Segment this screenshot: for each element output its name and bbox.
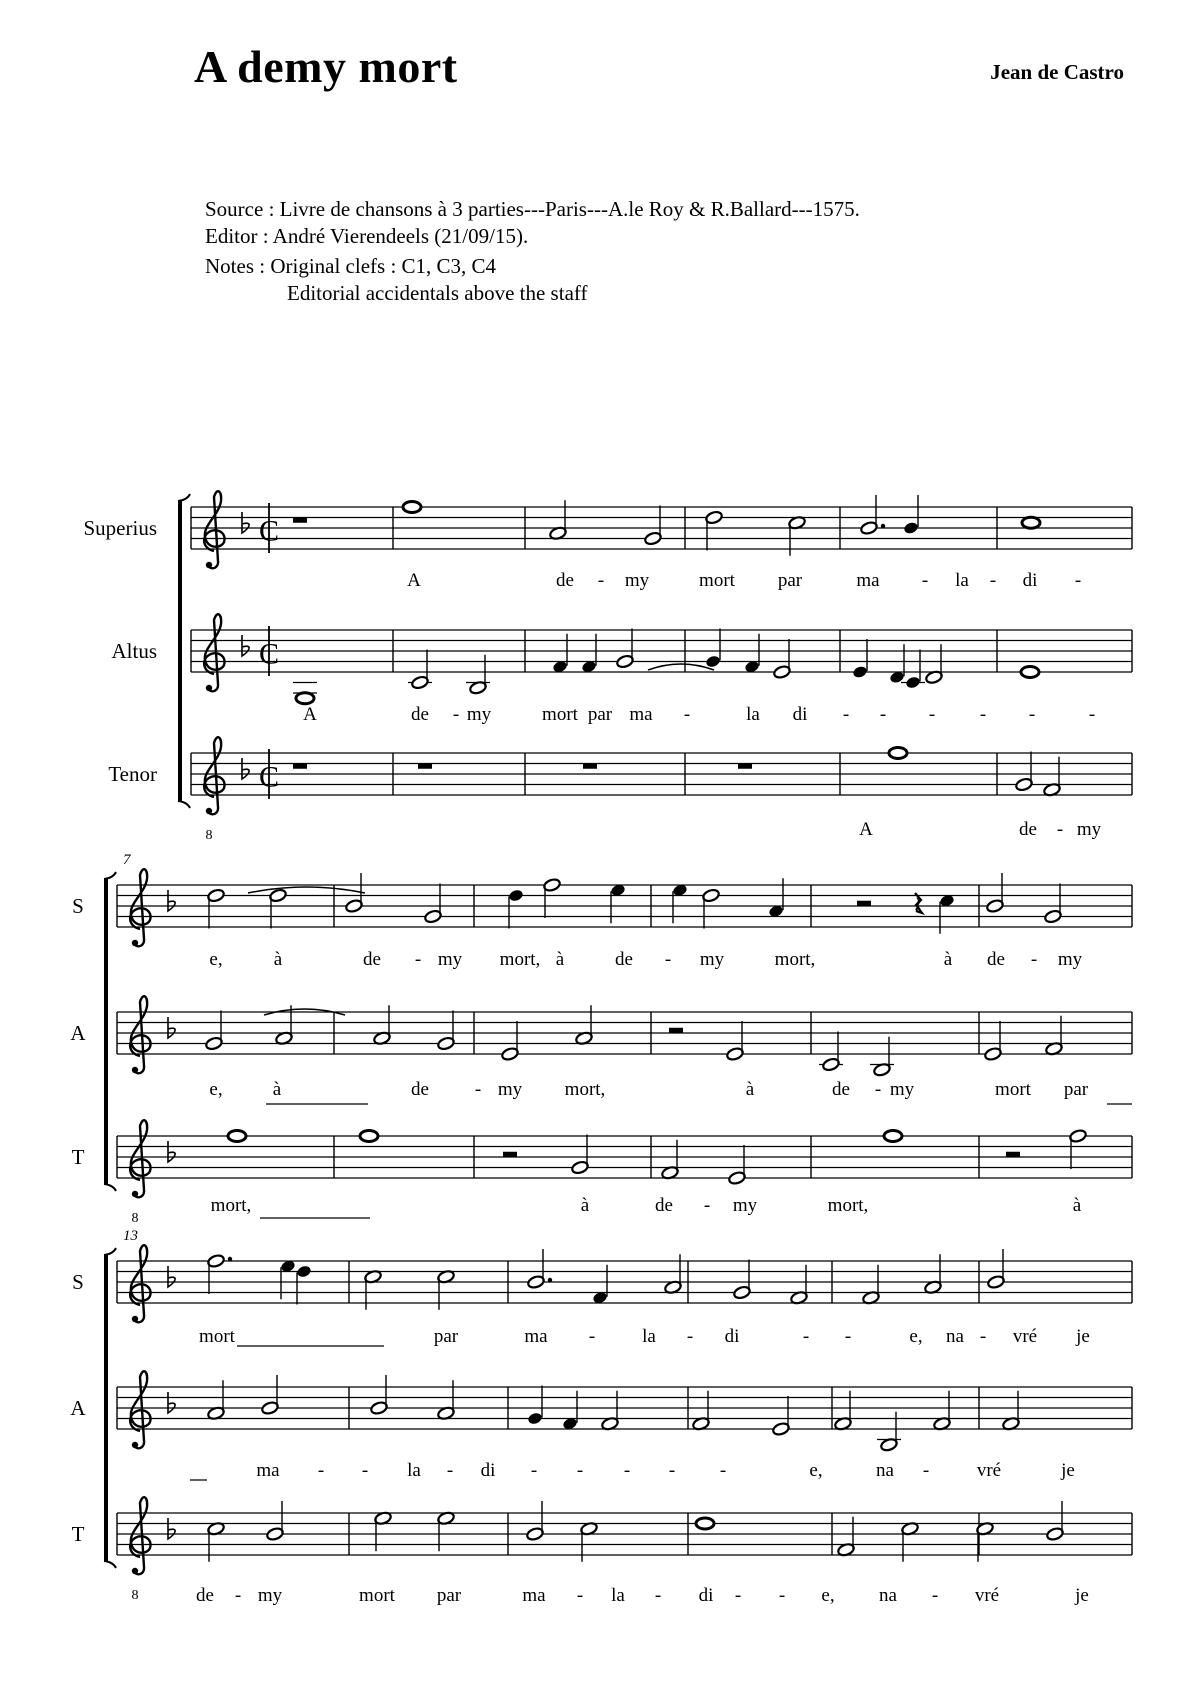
whole-note xyxy=(403,502,421,513)
lyric-syllable: vré xyxy=(974,1585,1000,1606)
whole-note xyxy=(228,1131,246,1142)
voice-label: S xyxy=(72,1270,84,1294)
lyric-syllable: à xyxy=(1072,1195,1082,1216)
lyric-syllable: de xyxy=(411,704,429,725)
lyric-syllable: - xyxy=(452,704,460,725)
lyric-syllable: - xyxy=(588,1326,596,1347)
tie xyxy=(248,887,365,893)
bracket-hook xyxy=(178,801,190,808)
editor-line: Editor : André Vierendeels (21/09/15). xyxy=(205,224,529,248)
lyric-syllable: vré xyxy=(976,1460,1002,1481)
augmentation-dot xyxy=(548,1278,552,1282)
lyric-syllable: my xyxy=(624,570,650,591)
lyric-syllable: à xyxy=(943,949,953,970)
lyric-syllable: my xyxy=(1076,819,1102,840)
whole-rest xyxy=(583,764,597,769)
whole-note xyxy=(696,1518,714,1529)
clef-stroke xyxy=(130,1245,150,1322)
notehead xyxy=(903,521,919,535)
whole-note xyxy=(360,1131,378,1142)
quarter-note xyxy=(508,888,524,902)
lyric-syllable: - xyxy=(719,1460,727,1481)
whole-rest xyxy=(418,764,432,769)
lyric-syllable: my xyxy=(466,704,492,725)
lyric-syllable: ma xyxy=(629,704,653,725)
lyric-syllable: - xyxy=(668,1460,676,1481)
lyric-syllable: de xyxy=(411,1079,429,1100)
notehead xyxy=(1022,517,1040,528)
clef-dot xyxy=(206,562,212,568)
clef-stroke xyxy=(204,737,224,814)
notes-line-2: Editorial accidentals above the staff xyxy=(287,281,588,305)
lyric-syllable: de xyxy=(556,570,574,591)
lyric-syllable: - xyxy=(921,570,929,591)
lyric-syllable: - xyxy=(778,1585,786,1606)
flat-sign xyxy=(168,1266,175,1287)
lyric-syllable: mort, xyxy=(774,949,816,970)
lyric-syllable: - xyxy=(928,704,936,725)
lyric-syllable: A xyxy=(407,570,421,591)
lyric-syllable: di xyxy=(724,1326,740,1347)
treble-clef-icon xyxy=(130,996,150,1073)
lyric-syllable: par xyxy=(1063,1079,1089,1100)
clef-stroke xyxy=(130,869,150,946)
lyric-syllable: my xyxy=(889,1079,915,1100)
lyric-syllable: my xyxy=(732,1195,758,1216)
octave-mark: 8 xyxy=(131,1588,139,1603)
treble-clef-icon xyxy=(130,1120,150,1197)
clef-dot xyxy=(132,1442,138,1448)
flat-sign xyxy=(242,635,249,656)
lyric-syllable: - xyxy=(979,1326,987,1347)
clef-dot xyxy=(132,1191,138,1197)
lyric-syllable: de xyxy=(196,1585,214,1606)
voice-label: A xyxy=(70,1021,86,1045)
lyric-syllable: na xyxy=(946,1326,964,1347)
quarter-note xyxy=(852,665,868,679)
voice-label: Superius xyxy=(83,516,157,540)
lyric-syllable: - xyxy=(576,1460,584,1481)
flat-sign xyxy=(168,1141,175,1162)
quarter-note xyxy=(527,1411,543,1425)
lyric-syllable: - xyxy=(414,949,422,970)
lyric-syllable: - xyxy=(683,704,691,725)
quarter-note xyxy=(903,521,919,535)
lyric-syllable: - xyxy=(530,1460,538,1481)
lyric-syllable: à xyxy=(555,949,565,970)
piece-title: A demy mort xyxy=(194,41,458,92)
lyric-syllable: de xyxy=(832,1079,850,1100)
flat-sign xyxy=(168,890,175,911)
lyric-syllable: - xyxy=(654,1585,662,1606)
eighth-note xyxy=(905,675,921,689)
lyric-syllable: ma xyxy=(524,1326,548,1347)
bracket-hook xyxy=(178,494,190,501)
whole-rest xyxy=(293,518,307,523)
lyric-syllable: - xyxy=(1074,570,1082,591)
notehead xyxy=(696,1518,714,1529)
notehead xyxy=(884,1131,902,1142)
lyric-syllable: di xyxy=(480,1460,496,1481)
lyric-syllable: - xyxy=(1088,704,1096,725)
clef-stroke xyxy=(130,1497,150,1574)
half-rest xyxy=(1006,1152,1020,1157)
notehead xyxy=(403,502,421,513)
quarter-note xyxy=(705,654,721,668)
lyric-syllable: e, xyxy=(909,1326,923,1347)
lyric-syllable: - xyxy=(686,1326,694,1347)
lyric-syllable: de xyxy=(615,949,633,970)
whole-rest xyxy=(738,764,752,769)
lyric-syllable: je xyxy=(1075,1585,1089,1606)
treble-clef-icon xyxy=(130,1245,150,1322)
notehead xyxy=(228,1131,246,1142)
clef-dot xyxy=(132,1568,138,1574)
lyric-syllable: ma xyxy=(856,570,880,591)
lyric-syllable: mort, xyxy=(564,1079,606,1100)
lyric-syllable: na xyxy=(876,1460,894,1481)
flat-sign xyxy=(242,758,249,779)
flat-sign xyxy=(168,1017,175,1038)
voice-label: A xyxy=(70,1396,86,1420)
composer-name: Jean de Castro xyxy=(990,60,1124,84)
notehead xyxy=(508,888,524,902)
augmentation-dot xyxy=(228,1257,232,1261)
lyric-syllable: na xyxy=(879,1585,897,1606)
lyric-syllable: de xyxy=(655,1195,673,1216)
treble-clef-icon xyxy=(204,737,224,814)
notehead xyxy=(527,1411,543,1425)
notehead xyxy=(296,693,314,704)
notehead xyxy=(852,665,868,679)
voice-label: Tenor xyxy=(108,762,157,786)
eighth-note xyxy=(296,1264,312,1278)
lyric-syllable: - xyxy=(802,1326,810,1347)
lyric-syllable: par xyxy=(436,1585,462,1606)
lyric-syllable: e, xyxy=(821,1585,835,1606)
flat-sign xyxy=(242,512,249,533)
lyric-syllable: A xyxy=(859,819,873,840)
lyric-syllable: - xyxy=(922,1460,930,1481)
augmentation-dot xyxy=(881,524,885,528)
tie xyxy=(648,664,714,670)
treble-clef-icon xyxy=(204,614,224,691)
whole-note xyxy=(884,1131,902,1142)
lyric-syllable: à xyxy=(745,1079,755,1100)
whole-rest xyxy=(293,764,307,769)
lyric-syllable: la xyxy=(955,570,969,591)
clef-stroke xyxy=(204,491,224,568)
lyric-syllable: - xyxy=(842,704,850,725)
notehead xyxy=(905,675,921,689)
lyric-syllable: ma xyxy=(256,1460,280,1481)
lyric-syllable: mort xyxy=(542,704,578,725)
clef-dot xyxy=(206,808,212,814)
lyric-syllable: à xyxy=(580,1195,590,1216)
flat-sign xyxy=(168,1392,175,1413)
notehead xyxy=(296,1264,312,1278)
whole-note xyxy=(1022,517,1040,528)
lyric-syllable: di xyxy=(698,1585,714,1606)
bracket-hook xyxy=(104,1561,116,1568)
lyric-syllable: vré xyxy=(1012,1326,1038,1347)
clef-stroke xyxy=(130,1120,150,1197)
lyric-syllable: - xyxy=(844,1326,852,1347)
lyric-syllable: e, xyxy=(209,949,223,970)
clef-dot xyxy=(132,940,138,946)
lyric-syllable: my xyxy=(1057,949,1083,970)
lyric-syllable: - xyxy=(931,1585,939,1606)
bracket-hook xyxy=(104,1184,116,1191)
lyric-syllable: mort xyxy=(359,1585,395,1606)
whole-note xyxy=(1021,667,1039,678)
treble-clef-icon xyxy=(130,869,150,946)
lyric-syllable: my xyxy=(257,1585,283,1606)
lyric-syllable: mort, xyxy=(827,1195,869,1216)
lyric-syllable: my xyxy=(437,949,463,970)
measure-number: 7 xyxy=(123,852,131,868)
lyric-syllable: di xyxy=(1022,570,1038,591)
voice-label: Altus xyxy=(111,639,157,663)
lyric-syllable: my xyxy=(699,949,725,970)
clef-stroke xyxy=(204,614,224,691)
lyric-syllable: de xyxy=(987,949,1005,970)
lyric-syllable: - xyxy=(623,1460,631,1481)
voice-label: T xyxy=(71,1145,85,1169)
lyric-syllable: - xyxy=(597,570,605,591)
whole-note xyxy=(889,748,907,759)
flat-sign xyxy=(168,1518,175,1539)
lyric-syllable: e, xyxy=(809,1460,823,1481)
lyric-syllable: - xyxy=(361,1460,369,1481)
half-rest xyxy=(503,1152,517,1157)
treble-clef-icon xyxy=(204,491,224,568)
bracket-hook xyxy=(104,1248,116,1255)
lyric-syllable: mort, xyxy=(499,949,541,970)
time-signature: C xyxy=(258,514,280,548)
lyric-syllable: - xyxy=(989,570,997,591)
lyric-syllable: - xyxy=(1028,704,1036,725)
lyric-syllable: - xyxy=(234,1585,242,1606)
lyric-syllable: la xyxy=(642,1326,656,1347)
bracket-hook xyxy=(104,872,116,879)
lyric-syllable: par xyxy=(433,1326,459,1347)
lyric-syllable: je xyxy=(1061,1460,1075,1481)
lyric-syllable: - xyxy=(576,1585,584,1606)
lyric-syllable: à xyxy=(273,949,283,970)
lyric-syllable: - xyxy=(979,704,987,725)
clef-stroke xyxy=(130,996,150,1073)
treble-clef-icon xyxy=(130,1371,150,1448)
lyric-syllable: ma xyxy=(522,1585,546,1606)
clef-dot xyxy=(132,1316,138,1322)
notehead xyxy=(360,1131,378,1142)
notehead xyxy=(889,748,907,759)
treble-clef-icon xyxy=(130,1497,150,1574)
voice-label: S xyxy=(72,894,84,918)
source-line: Source : Livre de chansons à 3 parties---Paris---A.le Roy & R.Ballard---1575. xyxy=(205,197,860,221)
time-signature: C xyxy=(258,760,280,794)
quarter-rest: 𝄽 xyxy=(914,891,922,921)
measure-number: 13 xyxy=(123,1228,138,1244)
lyric-syllable: - xyxy=(474,1079,482,1100)
clef-dot xyxy=(206,685,212,691)
lyric-syllable: - xyxy=(879,704,887,725)
lyric-syllable: - xyxy=(1030,949,1038,970)
lyric-syllable: my xyxy=(497,1079,523,1100)
lyric-syllable: à xyxy=(272,1079,282,1100)
time-signature: C xyxy=(258,637,280,671)
lyric-syllable: je xyxy=(1076,1326,1090,1347)
lyric-syllable: mort, xyxy=(210,1195,252,1216)
lyric-syllable: A xyxy=(303,704,317,725)
notes-line: Notes : Original clefs : C1, C3, C4 xyxy=(205,254,497,278)
lyric-syllable: - xyxy=(874,1079,882,1100)
lyric-syllable: - xyxy=(703,1195,711,1216)
notehead xyxy=(705,654,721,668)
lyric-syllable: la xyxy=(746,704,760,725)
lyric-syllable: de xyxy=(363,949,381,970)
voice-label: T xyxy=(71,1522,85,1546)
clef-stroke xyxy=(130,1371,150,1448)
lyric-syllable: e, xyxy=(209,1079,223,1100)
notehead xyxy=(1021,667,1039,678)
lyric-syllable: par xyxy=(777,570,803,591)
lyric-syllable: - xyxy=(664,949,672,970)
lyric-syllable: mort xyxy=(699,570,735,591)
lyric-syllable: la xyxy=(611,1585,625,1606)
half-rest xyxy=(857,901,871,906)
lyric-syllable: mort xyxy=(199,1326,235,1347)
half-rest xyxy=(669,1028,683,1033)
lyric-syllable: - xyxy=(446,1460,454,1481)
lyric-syllable: - xyxy=(1056,819,1064,840)
clef-dot xyxy=(132,1067,138,1073)
octave-mark: 8 xyxy=(205,828,213,843)
lyric-syllable: - xyxy=(317,1460,325,1481)
lyric-syllable: mort xyxy=(995,1079,1031,1100)
octave-mark: 8 xyxy=(131,1211,139,1226)
lyric-syllable: - xyxy=(734,1585,742,1606)
lyric-syllable: de xyxy=(1019,819,1037,840)
lyric-syllable: par xyxy=(587,704,613,725)
lyric-syllable: la xyxy=(407,1460,421,1481)
whole-note xyxy=(296,693,314,704)
lyric-syllable: di xyxy=(792,704,808,725)
